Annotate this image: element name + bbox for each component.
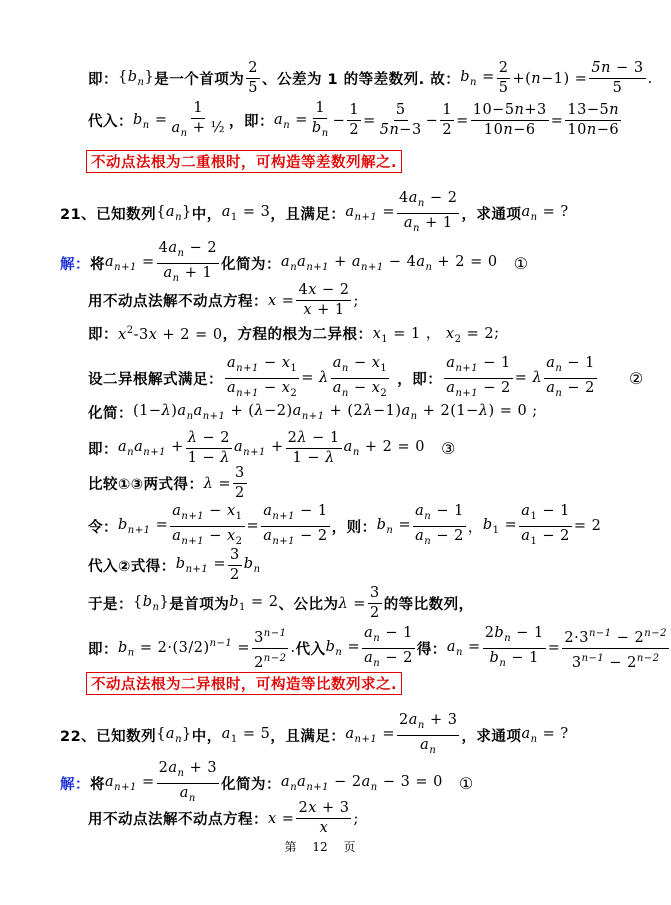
solution-21-simplify: 化简： $(1-\lambda)a_na_{n+1} + (\lambda-2)a_{n+1} + (2\lambda-1)a_n + 2(1-\lambda) = 0$ ; <box>88 403 538 422</box>
solution-22-step1: 解： 将 $a_{n+1}$ = $\frac{2a_n + 3}{a_n}$ 化简为： $a_na_{n+1} - 2a_n - 3 = 0$ ① <box>60 760 474 804</box>
solution-21-let: 令： $b_{n+1}$ = $\frac{a_{n+1} - x_1}{a_{n+1} - x_2}$ = $\frac{a_{n+1} - 1}{a_{n+1} - 2}$ ，则： $b_n$ = $\frac{a_n - 1}{a_n - 2}$ ， $b_1$ = $\frac{a_1 - 1}{a_1 - 2}$ = 2 <box>88 503 602 547</box>
solution-21-lambda: 比较①③两式得： λ = $\frac{3}{2}$ <box>88 465 245 501</box>
solution-21-step1: 解： 将 $a_{n+1}$ = $\frac{4a_n - 2}{a_n + 1}$ 化简为： $a_na_{n+1} + a_{n+1} - 4a_n + 2 = 0$ ① <box>60 240 529 284</box>
line-bn-arithmetic: 即： $\{b_n\}$ 是一个首项为 $\frac{2}{5}$ 、公差为 1 的等差数列. 故： $b_n$ = $\frac{2}{5}$ +(n−1) = $\frac{5n - 3}{5}$ . <box>88 60 653 96</box>
note-double-root: 不动点法根为二重根时，可构造等差数列解之. <box>86 150 402 173</box>
solution-21-geometric: 于是： $\{b_n\}$ 是首项为 $b_1 = 2$ 、公比为 λ = $\frac{3}{2}$ 的等比数列， <box>88 585 474 621</box>
math-fraction: $\frac{1}{a_n + \frac{1}{2}}$ <box>171 100 226 139</box>
math-fraction: $\frac{2}{5}$ <box>248 60 258 96</box>
line-substitute: 代入： $b_n$ = $\frac{1}{a_n + \frac{1}{2}}$ ，即： $a_n$ = $\frac{1}{b_n}$ − $\frac{1}{2}$ = $\frac{5}{5n-3}$ − $\frac{1}{2}$ = $\frac{10-5n+3}{10n-6}$ = $\frac{13-5n}{10n-6}$ <box>88 100 623 142</box>
solution-21-roots: 即： $x^2-3x + 2 = 0$ ，方程的根为二异根： $x_1 = 1$ ， $x_2 = 2$ ; <box>88 324 500 345</box>
math-bn-formula: $b_n$ = <box>460 69 495 88</box>
page-footer: 第 12 页 <box>284 840 356 854</box>
solution-21-normalized: 即： $a_na_{n+1}$ + $\frac{\lambda - 2}{1 - \lambda}$ $a_{n+1}$ + $\frac{2\lambda - 1}{1 - \lambda}$ $a_n + 2 = 0$ ③ <box>88 430 456 466</box>
solution-21-result: 即： $b_n = 2\cdot(3/2)^{n-1}$ = $\frac{3^{n-1}}{2^{n-2}}$ . 代入 $b_n$ = $\frac{a_n - 1}{a_n - 2}$ 得： $a_n$ = $\frac{2b_n - 1}{b_n - 1}$ = $\frac{2\cdot 3^{n-1} - 2^{n-2}}{3^{n-1} - 2^{n-2}}$ <box>88 625 667 671</box>
solution-22-fixed-point: 用不动点法解不动点方程： x = $\frac{2x + 3}{x}$ ; <box>88 800 359 836</box>
question-22: 22、已知数列 $\{a_n\}$ 中， $a_1 = 5$ ，且满足： $a_{n+1}$ = $\frac{2a_n + 3}{a_n}$ ，求通项 $a_n$ = ? <box>60 712 569 756</box>
note-distinct-roots: 不动点法根为二异根时，可构造等比数列求之. <box>86 672 402 695</box>
question-21: 21、已知数列 $\{a_n\}$ 中， $a_1 = 3$ ，且满足： $a_{n+1}$ = $\frac{4a_n - 2}{a_n + 1}$ ，求通项 $a_n$ = ? <box>60 190 569 234</box>
solution-21-recursion: 代入②式得： $b_{n+1}$ = $\frac{3}{2}$ $b_n$ <box>88 547 261 583</box>
page-number: 12 <box>312 840 328 854</box>
solution-21-assume: 设二异根解式满足： $\frac{a_{n+1} - x_1}{a_{n+1} - x_2}$ = λ $\frac{a_n - x_1}{a_n - x_2}$ ，即： $\frac{a_{n+1} - 1}{a_{n+1} - 2}$ = λ $\frac{a_n - 1}{a_n - 2}$ ② <box>88 355 644 399</box>
math-bn-set: $\{b_n\}$ <box>118 69 155 88</box>
solution-21-fixed-point: 用不动点法解不动点方程： x = $\frac{4x - 2}{x + 1}$ ; <box>88 282 359 318</box>
